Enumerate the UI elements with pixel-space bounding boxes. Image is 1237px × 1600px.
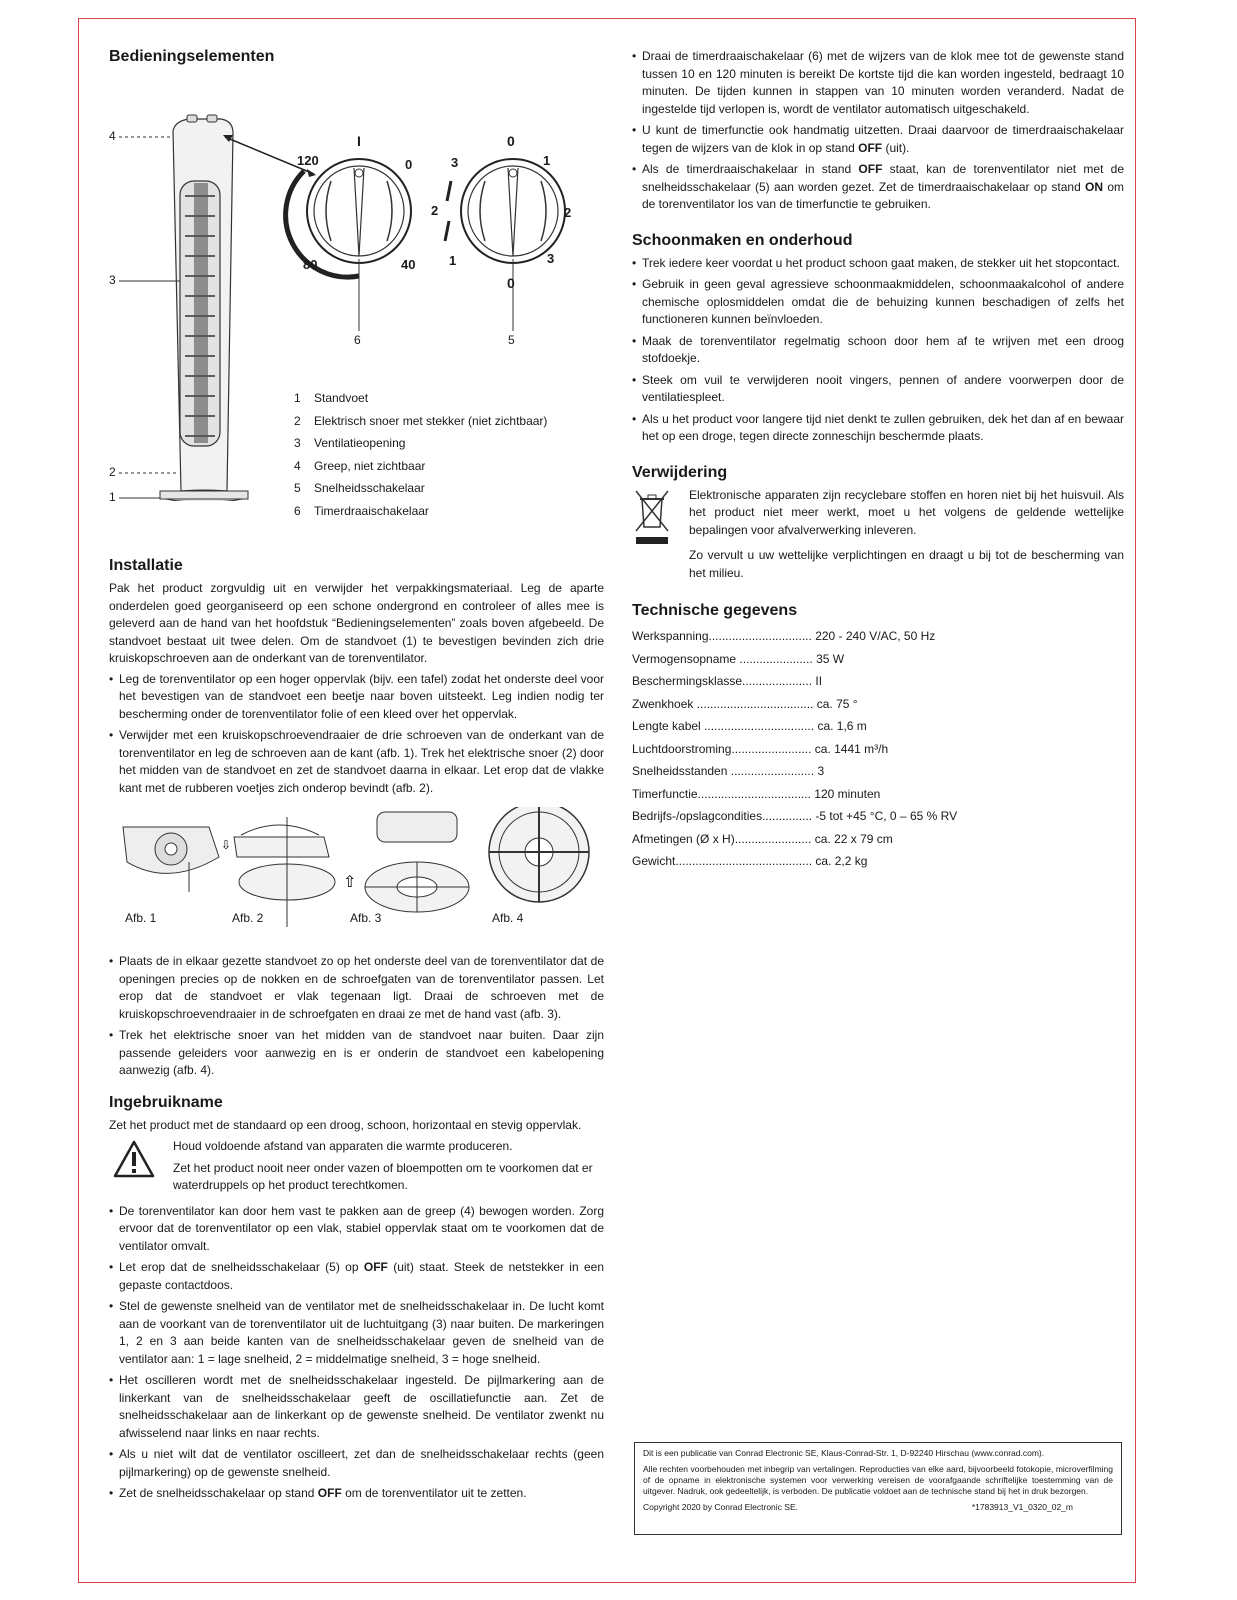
spec-row: Lengte kabel ................................. ca. 1,6 m — [632, 719, 867, 733]
disposal-text-1: Elektronische apparaten zijn recyclebare stoffen en horen niet bij het huisvuil. Als het product niet meer werkt, moet u het volgens de geldende wettelijke bepalingen voor afvalverwerking inleveren. — [689, 487, 1124, 537]
usage-intro: Zet het product met de standaard op een droog, schoon, horizontaal en stevig oppervlak. — [109, 1117, 582, 1132]
figure-label-1: Afb. 1 — [125, 911, 157, 925]
installation-list-1 — [109, 671, 604, 798]
speed-mark-2-left: 2 — [431, 203, 439, 218]
list-item: • Stel de gewenste snelheid van de ventilator met de snelheidsschakelaar in. De lucht komt aan de voorkant van de torenventilator uit de luchtuitgang (3) naar buiten. De markeringen 1, 2 en 3 aan beide kanten van de snelheidsschakelaar geven de snelheid van de ventilator aan: 1 = lage snelheid, 2 = middelmatige snelheid, 3 = hoge snelheid. — [109, 1298, 604, 1368]
speed-mark-0-top: 0 — [507, 133, 515, 149]
disposal-block — [632, 487, 1124, 583]
timer-mark-off: 0 — [405, 157, 413, 172]
warning-triangle-icon — [113, 1140, 155, 1178]
figure-label-2: Afb. 2 — [232, 911, 264, 925]
list-item: • Verwijder met een kruiskopschroevendraaier de drie schroeven van de onderkant van de torenventilator en leg de schroeven aan de kant (afb. 1). Trek het elektrische snoer (2) door het midden van de standvoet en zet de standvoet daarna in elkaar. Let erop dat de vlakke kant met de rubberen voetjes zich onderop bevindt (afb. 2). — [109, 727, 604, 797]
assembly-figures — [109, 807, 604, 947]
crossed-bin-icon — [632, 487, 672, 547]
specs-table — [632, 625, 1124, 873]
list-item: • Het oscilleren wordt met de snelheidsschakelaar ingesteld. De pijlmarkering aan de linkerkant van de snelheidsschakelaar geeft de oscillatiefunctie aan. Zet de snelheidsschakelaar aan de linkerkant op de gewenste snelheid. De ventilator zwenkt nu afwisselend naar links en naar rechts. — [109, 1372, 604, 1442]
speed-mark-2-right: 2 — [564, 205, 572, 220]
part-item: 4 Greep, niet zichtbaar — [294, 458, 426, 473]
installation-heading: Installatie — [109, 557, 183, 574]
spec-row: Luchtdoorstroming........................ ca. 1441 m³/h — [632, 741, 889, 756]
spec-row: Snelheidsstanden ......................... 3 — [632, 764, 825, 778]
speed-mark-3-left: 3 — [451, 155, 459, 170]
figure-label-3: Afb. 3 — [350, 911, 382, 925]
part-item: 6 Timerdraaischakelaar — [294, 503, 429, 518]
warning-text-2: Zet het product nooit neer onder vazen of bloempotten om te voorkomen dat er waterdruppels op het product terechtkomen. — [173, 1160, 593, 1192]
cleaning-heading: Schoonmaken en onderhoud — [632, 231, 853, 249]
svg-text:⇩: ⇩ — [221, 838, 232, 852]
callout-1: 1 — [109, 490, 116, 504]
list-item: • De torenventilator kan door hem vast te pakken aan de greep (4) bewogen worden. Zorg ervoor dat de torenventilator op een vlak, stabiel oppervlak staat om te voorkomen dat de ventilator omvalt. — [109, 1203, 604, 1256]
callout-2: 2 — [109, 465, 116, 479]
installation-intro: Pak het product zorgvuldig uit en verwijder het verpakkingsmateriaal. Leg de aparte onderdelen goed georganiseerd op een schone ondergrond en controleer of alles mee is geleverd aan de hand van het hoofdstuk “Bedieningselementen” zoals boven afgebeeld. De standvoet bestaat uit twee delen. Om de standvoet (1) te bevestigen bevinden zich drie kruiskopschroeven aan de onderkant van de torenventilator. — [109, 581, 604, 665]
usage-heading: Ingebruikname — [109, 1093, 223, 1111]
list-item: • Steek om vuil te verwijderen nooit vingers, pennen of andere voorwerpen door de ventilatiespleet. — [632, 372, 1124, 407]
speed-mark-0-bottom: 0 — [507, 275, 515, 291]
callout-3: 3 — [109, 273, 116, 287]
warning-text-1: Houd voldoende afstand van apparaten die warmte produceren. — [173, 1139, 513, 1153]
list-item: • Maak de torenventilator regelmatig schoon door hem af te wrijven met een droog stofdoekje. — [632, 333, 1124, 368]
timer-mark-80: 80 — [303, 257, 318, 272]
timer-list — [632, 48, 1124, 214]
spec-row: Werkspanning............................... 220 - 240 V/AC, 50 Hz — [632, 629, 936, 643]
timer-mark-40: 40 — [401, 257, 416, 272]
spec-row: Gewicht......................................... ca. 2,2 kg — [632, 854, 868, 868]
assembly-diagram — [109, 807, 604, 947]
parts-list — [294, 387, 614, 522]
timer-mark-on: I — [357, 133, 361, 149]
left-column — [109, 48, 604, 1507]
svg-text:⇧: ⇧ — [343, 872, 357, 891]
list-item: • Zet de snelheidsschakelaar op stand OFF om de torenventilator uit te zetten. — [109, 1485, 604, 1503]
spec-row: Vermogensopname ...................... 35 W — [632, 651, 845, 666]
imprint-code: *1783913_V1_0320_02_m — [971, 1502, 1073, 1512]
installation-list-2 — [109, 953, 604, 1080]
spec-row: Afmetingen (Ø x H)....................... ca. 22 x 79 cm — [632, 831, 893, 846]
disposal-text-2: Zo vervult u uw wettelijke verplichtingen en draagt u bij tot de bescherming van het milieu. — [689, 548, 1124, 580]
usage-list — [109, 1203, 604, 1503]
imprint-rights: Alle rechten voorbehouden met inbegrip van vertalingen. Reproducties van elke aard, bijvoorbeeld fotokopie, microverfilming of de opname in elektronische systemen voor verwerking vereisen de voorafgaande schriftelijke toestemming van de uitgever. Nadruk, ook gedeeltelijk, is verboden. De publicatie voldoet aan de technische stand bij het in druk bezorgen. — [643, 1464, 1113, 1496]
speed-dial-label: 5 — [508, 333, 515, 347]
imprint-publisher: Dit is een publicatie van Conrad Electronic SE, Klaus-Conrad-Str. 1, D-92240 Hirschau (www.conrad.com). — [643, 1448, 1045, 1458]
spec-row: Zwenkhoek ................................... ca. 75 ° — [632, 696, 858, 711]
callout-4: 4 — [109, 129, 116, 143]
list-item: • Als u het product voor langere tijd niet denkt te zullen gebruiken, dek het dan af en bewaar het op een droge, tegen directe zonneschijn beschermde plaats. — [632, 411, 1124, 446]
speed-mark-1-right: 1 — [543, 153, 551, 168]
list-item: • Trek iedere keer voordat u het product schoon gaat maken, de stekker uit het stopcontact. — [632, 255, 1124, 273]
speed-mark-1-left: 1 — [449, 253, 457, 268]
list-item: • Gebruik in geen geval agressieve schoonmaakmiddelen, schoonmaakalcohol of andere chemische oplosmiddelen omdat die de behuizing kunnen beschadigen of zelfs het functioneren kunnen beïnvloeden. — [632, 276, 1124, 329]
list-item: • Plaats de in elkaar gezette standvoet zo op het onderste deel van de torenventilator dat de openingen precies op de nokken en de schroefgaten van de torenventilator passen. Let erop dat de standvoet er vlak tegenaan ligt. Draai de schroeven met de kruiskopschroevendraaier in de schroefgaten en draai ze met de hand vast (afb. 3). — [109, 953, 604, 1023]
part-item: 5 Snelheidsschakelaar — [294, 481, 425, 495]
imprint-copyright: Copyright 2020 by Conrad Electronic SE. — [643, 1502, 798, 1512]
warning-block — [109, 1138, 604, 1195]
spec-row: Timerfunctie.................................. 120 minuten — [632, 786, 881, 801]
spec-row: Beschermingsklasse..................... II — [632, 674, 823, 688]
controls-figure — [109, 71, 604, 518]
list-item: • Draai de timerdraaischakelaar (6) met de wijzers van de klok mee tot de gewenste stand tussen 10 en 120 minuten is bereikt De kortste tijd die kan worden ingesteld, bedraagt 10 minuten. De tijden kunnen in stappen van 10 minuten worden veranderd. Nadat de ingestelde tijd verlopen is, wordt de ventilator automatisch uitgeschakeld. — [632, 48, 1124, 118]
part-item: 2 Elektrisch snoer met stekker (niet zichtbaar) — [294, 413, 548, 428]
part-item: 3 Ventilatieopening — [294, 436, 406, 450]
list-item: • Let erop dat de snelheidsschakelaar (5) op OFF (uit) staat. Steek de netstekker in een gepaste contactdoos. — [109, 1259, 604, 1294]
timer-mark-120: 120 — [297, 153, 319, 168]
list-item: • Als de timerdraaischakelaar in stand OFF staat, kan de torenventilator niet met de snelheidsschakelaar (5) aan worden gezet. Zet de timerdraaischakelaar op stand ON om de torenventilator los van de timerfunctie te gebruiken. — [632, 161, 1124, 214]
specs-heading: Technische gegevens — [632, 602, 798, 619]
list-item: • Leg de torenventilator op een hoger oppervlak (bijv. een tafel) zodat het onderste deel voor het bevestigen van de standvoet een beetje naar boven uitsteekt. Leg indien nodig ter bescherming onder de torenventilator folie of een kleed over het oppervlak. — [109, 671, 604, 724]
list-item: • Trek het elektrische snoer van het midden van de standvoet naar buiten. Daar zijn passende geleiders voor aanwezig en is er onderin de standvoet een kabelopening aanwezig (afb. 4). — [109, 1027, 604, 1080]
list-item: • U kunt de timerfunctie ook handmatig uitzetten. Draai daarvoor de timerdraaischakelaar tegen de wijzers van de klok in op stand OFF (uit). — [632, 122, 1124, 157]
imprint-box — [634, 1442, 1122, 1535]
part-item: 1 Standvoet — [294, 391, 369, 405]
timer-dial-label: 6 — [354, 333, 361, 347]
controls-heading: Bedieningselementen — [109, 48, 275, 65]
disposal-heading: Verwijdering — [632, 463, 728, 481]
speed-mark-3-right: 3 — [547, 251, 555, 266]
list-item: • Als u niet wilt dat de ventilator oscilleert, zet dan de snelheidsschakelaar rechts (geen pijlmarkering) op de gewenste snelheid. — [109, 1446, 604, 1481]
figure-label-4: Afb. 4 — [492, 911, 524, 925]
spec-row: Bedrijfs-/opslagcondities............... -5 tot +45 °C, 0 – 65 % RV — [632, 809, 958, 823]
right-column — [632, 48, 1124, 873]
cleaning-list — [632, 255, 1124, 446]
